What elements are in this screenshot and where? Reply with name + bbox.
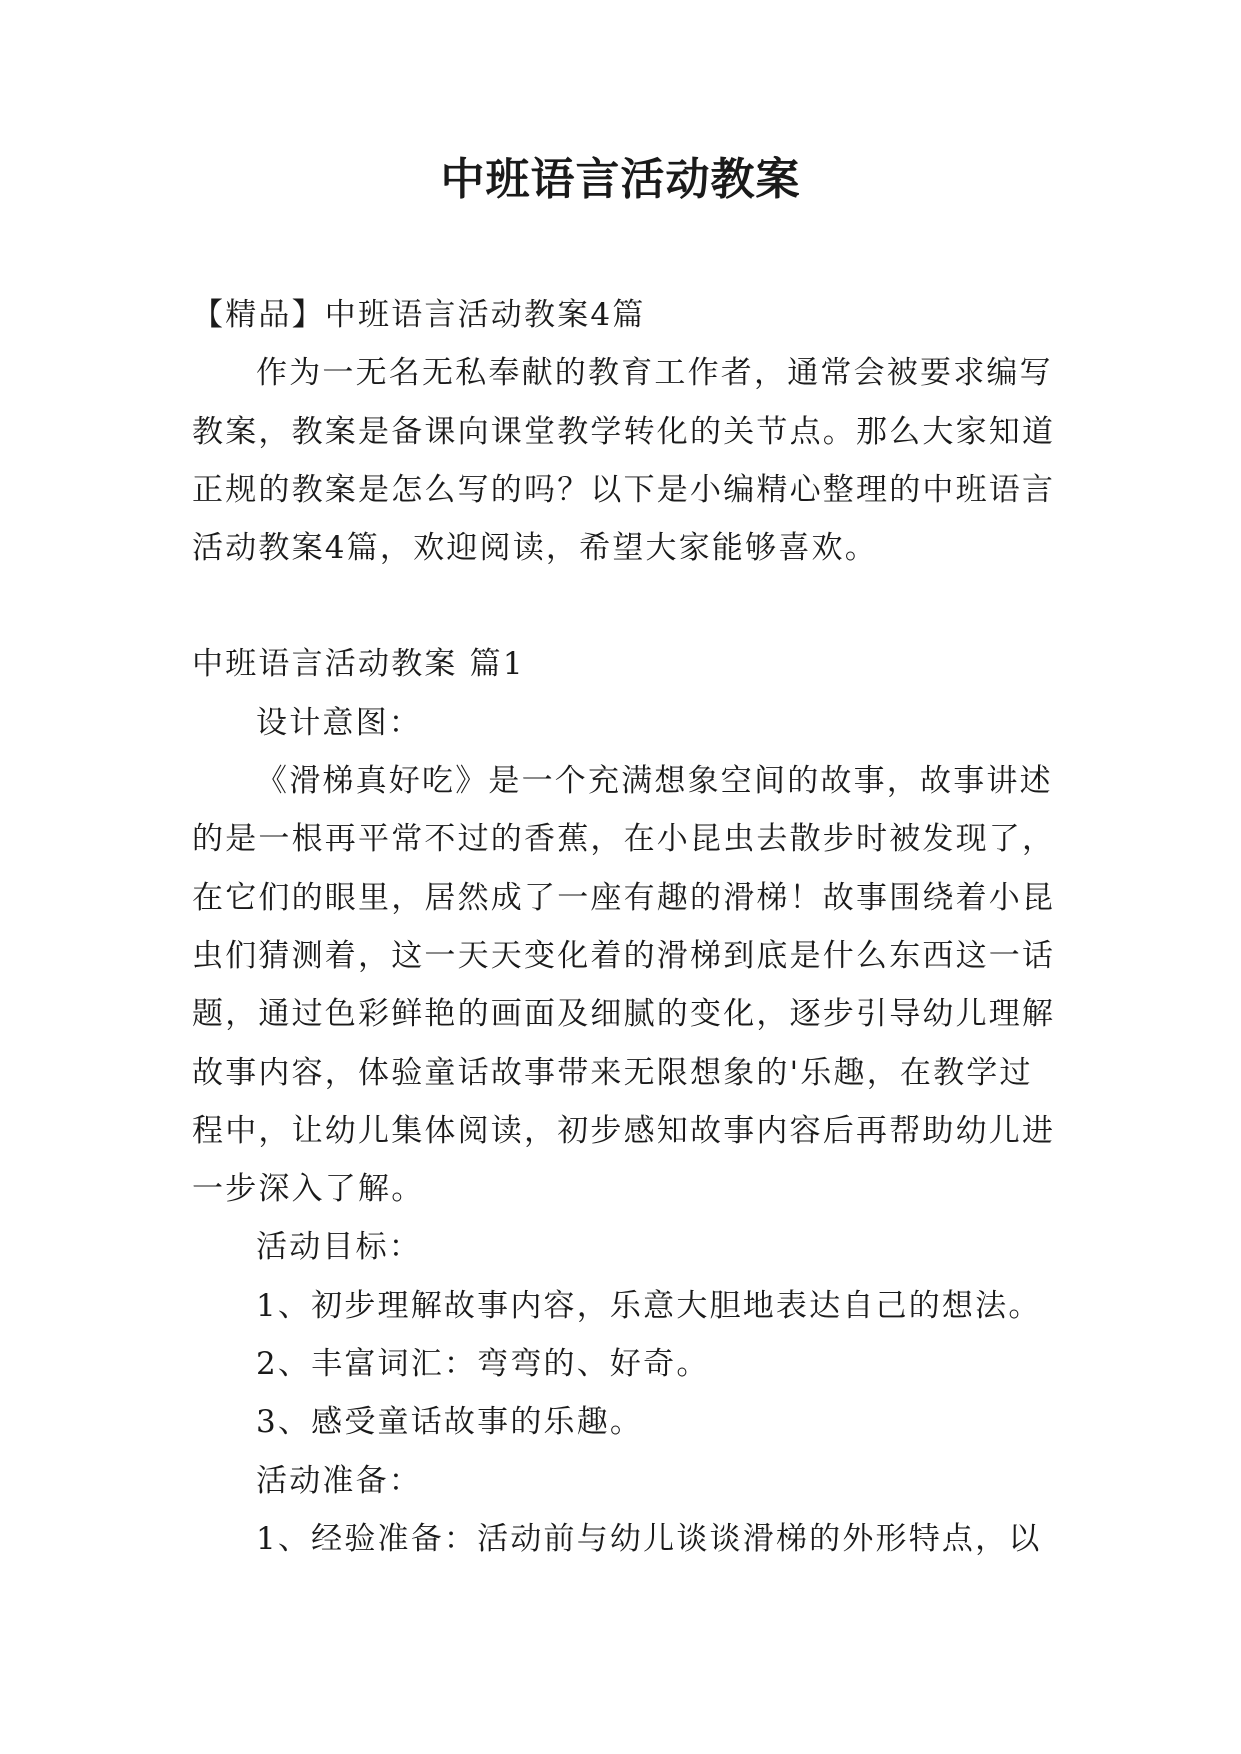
goal-item: 3、感受童话故事的乐趣。 <box>256 1404 644 1441</box>
goal-item: 2、丰富词汇：弯弯的、好奇。 <box>256 1346 710 1383</box>
prep-label: 活动准备： <box>256 1462 422 1499</box>
document-body <box>192 286 1062 1568</box>
design-paragraph: 《滑梯真好吃》是一个充满想象空间的故事，故事讲述的是一根再平常不过的香蕉，在小昆虫去散步时被发现了，在它们的眼里，居然成了一座有趣的滑梯！故事围绕着小昆虫们猜测着，这一天天变化着的滑梯到底是什么东西这一话题，通过色彩鲜艳的画面及细腻的变化，逐步引导幼儿理解故事内容，体验童话故事带来无限想象的'乐趣，在教学过程中，让幼儿集体阅读，初步感知故事内容后再帮助幼儿进一步深入了解。 <box>192 763 1056 1208</box>
goals-label: 活动目标： <box>256 1229 422 1266</box>
section-heading: 中班语言活动教案 篇1 <box>192 646 525 683</box>
lead-line: 【精品】中班语言活动教案4篇 <box>192 297 646 333</box>
document-title: 中班语言活动教案 <box>440 154 801 205</box>
intro-paragraph: 作为一无名无私奉献的教育工作者，通常会被要求编写教案，教案是备课向课堂教学转化的关节点。那么大家知道正规的教案是怎么写的吗？以下是小编精心整理的中班语言活动教案4篇，欢迎阅读，希望大家能够喜欢。 <box>192 355 1056 567</box>
design-label: 设计意图： <box>256 704 422 741</box>
paragraph-gap <box>192 577 1062 635</box>
goal-item: 1、初步理解故事内容，乐意大胆地表达自己的想法。 <box>256 1287 1042 1324</box>
prep-item: 1、经验准备：活动前与幼儿谈谈滑梯的外形特点，以 <box>256 1520 1042 1557</box>
